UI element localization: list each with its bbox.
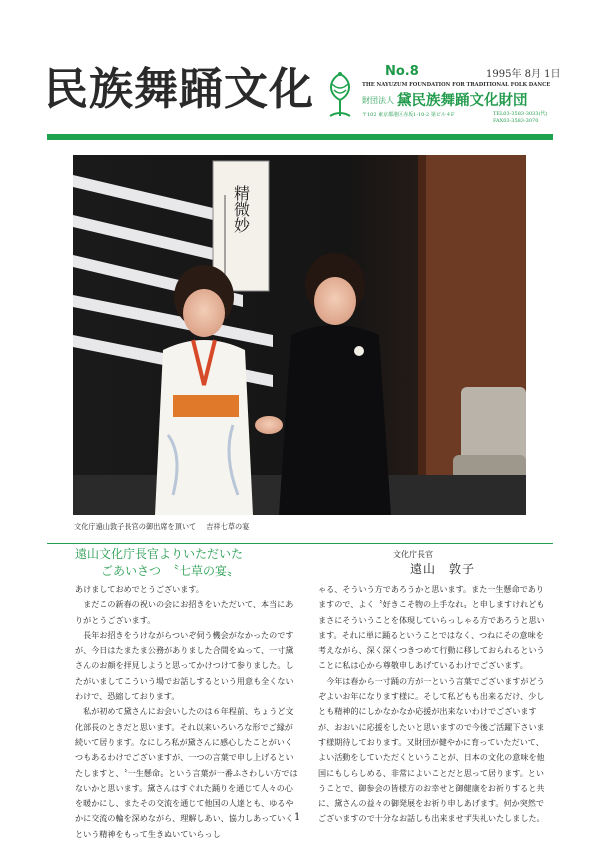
- paragraph: まだこの新春の祝いの会にお招きをいただいて、本当にありがとうございます。: [75, 599, 294, 625]
- headline-line-2: ごあいさつ 〝七草の宴〟: [101, 564, 240, 578]
- scroll-calligraphy: 精微妙: [231, 185, 251, 233]
- article-column-right: [318, 582, 546, 827]
- article-divider: [47, 543, 553, 544]
- photo-caption-right: 吉祥七草の宴: [206, 522, 250, 531]
- masthead-title: 民族舞踊文化: [44, 64, 314, 115]
- article-headline: [75, 546, 315, 580]
- paragraph: 長年お招きをうけながらついぞ伺う機会がなかったのですが、今日はたまたま公務がありました合間をぬって、一寸黛さんのお顔を拝見しようと思ってかけつけて参りました。したがいましてこういう場でお話しするという用意も全くないわけで、恐縮しております。: [75, 629, 294, 702]
- english-foundation-name: THE NAYUZUM FOUNDATION FOR TRADITIONAL FOLK DANCE: [362, 82, 551, 88]
- article-column-left: [75, 582, 301, 842]
- org-fax: FAX03-3583-3070: [493, 118, 539, 124]
- org-contact: [493, 111, 547, 125]
- author-name: 遠山 敦子: [410, 562, 476, 576]
- headline-line-1: 遠山文化庁長官よりいただいた: [75, 547, 244, 561]
- paragraph: 今年は春から一寸踊の方が一という言葉でございますがどうぞよいお年になります様に。そして私どもも出来るだけ、少しとも精神的にしかなかなか応援が出来ないわけでございますが、おおいに応援をしたいと思いますので今後ご活躍下さいます様期待しております。又財団が健やかに育っていただいて、よい活動をしていただくということが、日本の文化の意味を他国にもしらしめる、非常によいことだと思って居ります。ということで、御参会の皆様方のお幸せと御健康をお祈りすると共に、黛さんの益々の御発展をお祈り申しあげます。何か突然でございますので十分なお話しも出来ませず失礼いたしました。: [318, 675, 545, 824]
- masthead-divider: [47, 134, 553, 140]
- org-tel: TEL03-3583-3033(代): [493, 111, 548, 117]
- page-number: 1: [294, 812, 301, 823]
- paragraph: 私が初めて黛さんにお会いしたのは６年程前、ちょうど文化部長のときだと思います。それ以来いろいろな形でご縁が続いて居ります。なにしろ私が黛さんに感心したことがいくつもあるわけでございますが、一つの言葉で申し上げるといたしますと、〝一生懸命〟という言葉が一番ふさわしい方ではないかと思います。黛さんはすぐれた踊りを通じて人々の心を暖かにし、またその交流を通じて他国の人達とも、ゆるやかに交流の輪を深めながら、理解しあい、協力しあっていくという精神をもって生きぬいていらっし: [75, 706, 298, 839]
- paragraph: あけましておめでとうございます。: [75, 584, 204, 594]
- org-prefix: 財団法人: [362, 96, 394, 105]
- photo-caption-left: 文化庁遠山敦子長官の御出席を頂いて: [74, 522, 197, 531]
- org-name: 黛民族舞踊文化財団: [397, 92, 528, 109]
- issue-number: No.8: [385, 64, 419, 79]
- paragraph: ゃる、そういう方であろうかと思います。また一生懸命でありますので、よく〝好きこそ物の上手なれ〟と申しますけれどもまさにそういうことを体現していらっしゃる方であろうと思います。それに単に踊るということではなく、つねにその意味を考えながら、深く深くつきつめて行動に移しておられるということに私は心から尊敬申しあげているわけでございます。: [318, 584, 545, 671]
- photo-caption: [74, 522, 249, 532]
- foundation-logo-icon: [322, 70, 358, 122]
- issue-date: 1995年 8月 1日: [486, 69, 561, 80]
- org-address: 〒102 東京都港区赤坂1-10-2 第ビル４F: [362, 112, 455, 118]
- event-photo: [73, 155, 526, 515]
- author-role: 文化庁長官: [393, 550, 433, 559]
